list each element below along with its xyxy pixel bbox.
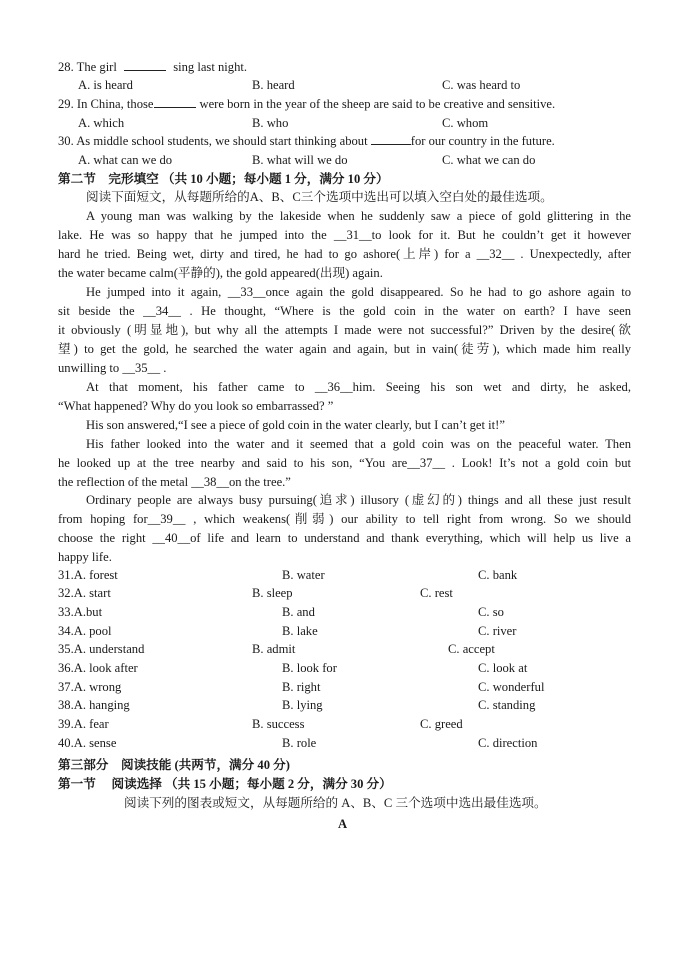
option-31-a: 31.A. forest xyxy=(58,568,118,582)
option-33-b: B. and xyxy=(282,605,315,619)
passage-line: from hoping for__39__ , which weakens(削弱) our ability to tell right from wrong. So we should xyxy=(58,512,631,526)
option-29-a: A. which xyxy=(78,116,125,130)
cloze-instruction: 阅读下面短文，从每题所给的A、B、C三个选项中选出可以填入空白处的最佳选项。 xyxy=(86,190,553,204)
passage-line: At that moment, his father came to __36__him. Seeing his son wet and dirty, he asked, xyxy=(86,380,631,394)
option-37-a: 37.A. wrong xyxy=(58,680,122,694)
option-33-a: 33.A.but xyxy=(58,605,103,619)
option-35-b: B. admit xyxy=(252,642,296,656)
passage-line: A young man was walking by the lakeside when he suddenly saw a piece of gold glittering in the xyxy=(86,209,631,223)
option-36-c: C. look at xyxy=(478,661,528,675)
section-heading-cloze: 第二节 完形填空 （共 10 小题；每小题 1 分，满分 10 分） xyxy=(58,172,389,186)
option-36-a: 36.A. look after xyxy=(58,661,138,675)
reading-instruction: 阅读下列的图表或短文，从每题所给的 A、B、C 三个选项中选出最佳选项。 xyxy=(124,796,547,810)
option-31-c: C. bank xyxy=(478,568,518,582)
passage-line: His father looked into the water and it seemed that a gold coin was on the peaceful water. Then xyxy=(86,437,631,451)
option-31-b: B. water xyxy=(282,568,325,582)
option-40-c: C. direction xyxy=(478,736,538,750)
option-35-a: 35.A. understand xyxy=(58,642,145,656)
passage-line: happy life. xyxy=(58,550,112,564)
option-35-c: C. accept xyxy=(448,642,495,656)
option-30-a: A. what can we do xyxy=(78,153,173,167)
option-40-b: B. role xyxy=(282,736,317,750)
section-heading-reading-choice: 第一节 阅读选择 （共 15 小题；每小题 2 分，满分 30 分） xyxy=(58,777,392,791)
answer-blank-30 xyxy=(371,144,411,145)
question-30-text-end: for our country in the future. xyxy=(410,134,555,148)
option-37-b: B. right xyxy=(282,680,321,694)
answer-blank-28 xyxy=(124,70,166,71)
passage-label: A xyxy=(338,817,348,831)
option-32-a: 32.A. start xyxy=(58,586,111,600)
part-heading-reading: 第三部分 阅读技能 (共两节，满分 40 分) xyxy=(58,758,290,772)
question-29-text: 29. In China, those xyxy=(58,97,154,111)
answer-blank-29 xyxy=(154,107,196,108)
passage-line: choose the right __40__of life and learn to understand and thank everything, which will help us live a xyxy=(58,531,631,545)
option-29-c: C. whom xyxy=(442,116,489,130)
passage-line: unwilling to __35__ . xyxy=(58,361,167,375)
passage-line: the reflection of the metal __38__on the tree.” xyxy=(58,475,291,489)
passage-line: the water became calm(平静的), the gold appeared(出现) again. xyxy=(58,266,383,280)
option-30-b: B. what will we do xyxy=(252,153,348,167)
passage-line: He jumped into it again, __33__once again the gold disappeared. So he had to go ashore again to xyxy=(86,285,631,299)
passage-line: it obviously (明显地), but why all the attempts I made were not successful?” Driven by the desire(欲 xyxy=(58,323,631,337)
option-32-b: B. sleep xyxy=(252,586,293,600)
passage-line: 望) to get the gold, he searched the water again and again, but in vain(徒劳), which made him really xyxy=(58,342,631,356)
option-28-c: C. was heard to xyxy=(442,78,521,92)
passage-line: Ordinary people are always busy pursuing(追求) illusory (虚幻的) things and all these just result xyxy=(86,493,631,507)
option-39-a: 39.A. fear xyxy=(58,717,109,731)
question-28-stem xyxy=(58,58,247,76)
option-28-a: A. is heard xyxy=(78,78,133,92)
option-38-c: C. standing xyxy=(478,698,536,712)
option-40-a: 40.A. sense xyxy=(58,736,117,750)
option-38-b: B. lying xyxy=(282,698,323,712)
option-28-b: B. heard xyxy=(252,78,295,92)
option-34-c: C. river xyxy=(478,624,517,638)
question-29-stem xyxy=(58,95,555,113)
passage-line: hard he tried. Being wet, dirty and tired, he had to go ashore(上岸) for a __32__ . Unexpectedly, after xyxy=(58,247,631,261)
passage-line: he looked up at the tree nearby and said to his son, “You are__37__ . Look! It’s not a gold coin but xyxy=(58,456,631,470)
option-30-c: C. what we can do xyxy=(442,153,536,167)
question-30-text: 30. As middle school students, we should start thinking about xyxy=(58,134,368,148)
passage-line: sit beside the __34__ . He thought, “Where is the gold coin in the water on earth? I have seen xyxy=(58,304,631,318)
option-36-b: B. look for xyxy=(282,661,337,675)
question-28-text: 28. The girl xyxy=(58,60,117,74)
option-34-b: B. lake xyxy=(282,624,318,638)
option-33-c: C. so xyxy=(478,605,504,619)
passage-line: His son answered,“I see a piece of gold coin in the water clearly, but I can’t get it!” xyxy=(86,418,505,432)
option-38-a: 38.A. hanging xyxy=(58,698,130,712)
option-34-a: 34.A. pool xyxy=(58,624,112,638)
option-39-c: C. greed xyxy=(420,717,463,731)
option-32-c: C. rest xyxy=(420,586,453,600)
passage-line: “What happened? Why do you look so embarrassed? ” xyxy=(58,399,334,413)
option-37-c: C. wonderful xyxy=(478,680,545,694)
passage-line: lake. He was so happy that he jumped into the __31__to look for it. But he couldn’t get it however xyxy=(58,228,631,242)
option-29-b: B. who xyxy=(252,116,289,130)
question-28-text-end: sing last night. xyxy=(173,60,248,74)
option-39-b: B. success xyxy=(252,717,305,731)
question-29-text-end: were born in the year of the sheep are said to be creative and sensitive. xyxy=(199,97,556,111)
question-30-stem xyxy=(58,132,555,150)
